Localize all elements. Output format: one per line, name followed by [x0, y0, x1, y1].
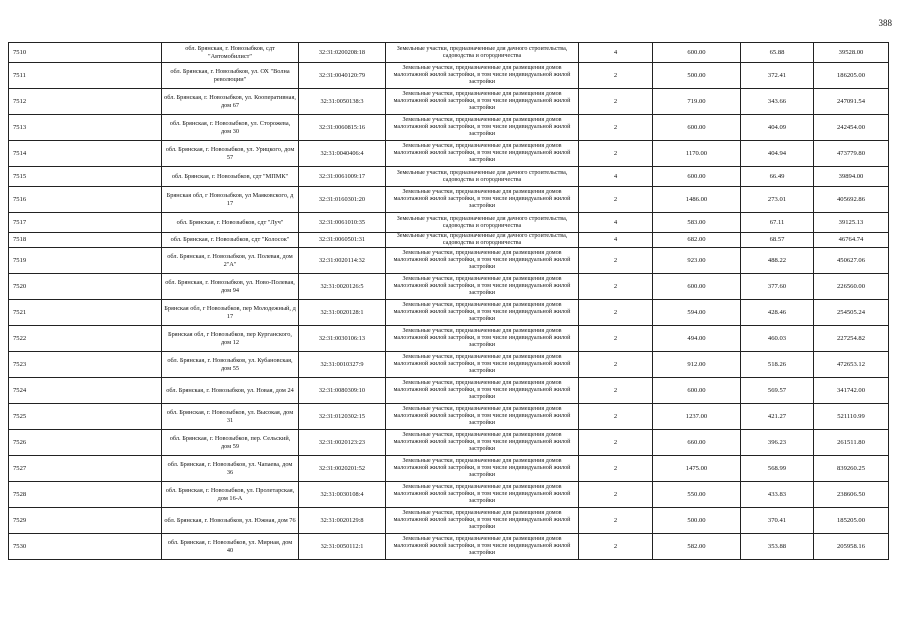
row-number-cell: 7513 [9, 115, 162, 141]
cadastral-value-cell: 450627.06 [814, 248, 889, 274]
row-number-cell: 7524 [9, 378, 162, 404]
row-number-cell: 7514 [9, 141, 162, 167]
cadastral-value-cell: 405692.86 [814, 187, 889, 213]
area-cell: 923.00 [653, 248, 741, 274]
land-use-cell: Земельные участки, предназначенные для размещения домов малоэтажной жилой застройки, в том числе индивидуальной жилой застройки [386, 141, 579, 167]
row-number-cell: 7518 [9, 233, 162, 248]
land-use-cell: Земельные участки, предназначенные для размещения домов малоэтажной жилой застройки, в том числе индивидуальной жилой застройки [386, 508, 579, 534]
address-cell: обл. Брянская, г. Новозыбков, пер. Сельский, дом 59 [162, 430, 299, 456]
cadastral-value-table [8, 42, 889, 560]
address-cell: Брянская обл, г Новозыбков, ул Маяковского, д 17 [162, 187, 299, 213]
specific-value-cell: 396.23 [741, 430, 814, 456]
address-cell: обл. Брянская, г. Новозыбков, ул. Чапаева, дом 36 [162, 456, 299, 482]
cadastral-value-cell: 227254.82 [814, 326, 889, 352]
table-row [9, 404, 889, 430]
land-use-cell: Земельные участки, предназначенные для размещения домов малоэтажной жилой застройки, в том числе индивидуальной жилой застройки [386, 248, 579, 274]
table-row [9, 456, 889, 482]
specific-value-cell: 568.99 [741, 456, 814, 482]
cadastral-value-cell: 247091.54 [814, 89, 889, 115]
specific-value-cell: 488.22 [741, 248, 814, 274]
use-group-cell: 2 [579, 534, 653, 560]
address-cell: обл. Брянская, г. Новозыбков, ул. Сторожева, дом 30 [162, 115, 299, 141]
address-cell: Брянская обл, г Новозыбков, пер Молодежный, д 17 [162, 300, 299, 326]
land-use-cell: Земельные участки, предназначенные для размещения домов малоэтажной жилой застройки, в том числе индивидуальной жилой застройки [386, 456, 579, 482]
use-group-cell: 2 [579, 115, 653, 141]
area-cell: 719.00 [653, 89, 741, 115]
area-cell: 600.00 [653, 274, 741, 300]
address-cell: обл. Брянская, г. Новозыбков, ул. Полевая, дом 2"А" [162, 248, 299, 274]
cadastral-value-cell: 226560.00 [814, 274, 889, 300]
use-group-cell: 4 [579, 213, 653, 233]
cadastral-number-cell: 32:31:0050138:3 [299, 89, 386, 115]
cadastral-value-cell: 473779.80 [814, 141, 889, 167]
area-cell: 1237.00 [653, 404, 741, 430]
row-number-cell: 7528 [9, 482, 162, 508]
area-cell: 600.00 [653, 43, 741, 63]
cadastral-number-cell: 32:31:0020129:8 [299, 508, 386, 534]
page-number: 388 [878, 18, 892, 28]
specific-value-cell: 421.27 [741, 404, 814, 430]
use-group-cell: 2 [579, 326, 653, 352]
address-cell: обл. Брянская, г. Новозыбков, ул. Кооперативная, дом 67 [162, 89, 299, 115]
address-cell: обл. Брянская, г. Новозыбков, ул. Ново-Полевая, дом 94 [162, 274, 299, 300]
specific-value-cell: 65.88 [741, 43, 814, 63]
row-number-cell: 7517 [9, 213, 162, 233]
use-group-cell: 2 [579, 63, 653, 89]
land-use-cell: Земельные участки, предназначенные для дачного строительства, садоводства и огородничества [386, 213, 579, 233]
cadastral-value-cell: 39894.00 [814, 167, 889, 187]
table-row [9, 482, 889, 508]
row-number-cell: 7527 [9, 456, 162, 482]
row-number-cell: 7510 [9, 43, 162, 63]
table-row [9, 300, 889, 326]
address-cell: обл. Брянская, г. Новозыбков, ул. ОХ "Волна революции" [162, 63, 299, 89]
address-cell: обл. Брянская, г. Новозыбков, ул. Пролетарская, дом 16-А [162, 482, 299, 508]
cadastral-number-cell: 32:31:0030106:13 [299, 326, 386, 352]
specific-value-cell: 460.03 [741, 326, 814, 352]
table-row [9, 213, 889, 233]
cadastral-number-cell: 32:31:0160301:20 [299, 187, 386, 213]
row-number-cell: 7523 [9, 352, 162, 378]
address-cell: обл. Брянская, г. Новозыбков, ул. Новая, дом 24 [162, 378, 299, 404]
cadastral-number-cell: 32:31:0040120:79 [299, 63, 386, 89]
use-group-cell: 2 [579, 300, 653, 326]
use-group-cell: 2 [579, 404, 653, 430]
land-use-cell: Земельные участки, предназначенные для размещения домов малоэтажной жилой застройки, в том числе индивидуальной жилой застройки [386, 63, 579, 89]
land-use-cell: Земельные участки, предназначенные для размещения домов малоэтажной жилой застройки, в том числе индивидуальной жилой застройки [386, 187, 579, 213]
cadastral-number-cell: 32:31:0030108:4 [299, 482, 386, 508]
address-cell: обл. Брянская, г. Новозыбков, ул. Южная, дом 76 [162, 508, 299, 534]
use-group-cell: 4 [579, 43, 653, 63]
cadastral-number-cell: 32:31:0050112:1 [299, 534, 386, 560]
land-use-cell: Земельные участки, предназначенные для размещения домов малоэтажной жилой застройки, в том числе индивидуальной жилой застройки [386, 482, 579, 508]
use-group-cell: 2 [579, 430, 653, 456]
cadastral-value-cell: 238606.50 [814, 482, 889, 508]
land-use-cell: Земельные участки, предназначенные для размещения домов малоэтажной жилой застройки, в том числе индивидуальной жилой застройки [386, 430, 579, 456]
cadastral-number-cell: 32:31:0040406:4 [299, 141, 386, 167]
use-group-cell: 2 [579, 508, 653, 534]
cadastral-value-cell: 46764.74 [814, 233, 889, 248]
cadastral-value-cell: 254505.24 [814, 300, 889, 326]
table-row [9, 430, 889, 456]
cadastral-value-cell: 205958.16 [814, 534, 889, 560]
area-cell: 500.00 [653, 63, 741, 89]
area-cell: 1475.00 [653, 456, 741, 482]
table-row [9, 43, 889, 63]
specific-value-cell: 372.41 [741, 63, 814, 89]
row-number-cell: 7521 [9, 300, 162, 326]
table-row [9, 63, 889, 89]
table-row [9, 141, 889, 167]
use-group-cell: 2 [579, 378, 653, 404]
row-number-cell: 7516 [9, 187, 162, 213]
row-number-cell: 7515 [9, 167, 162, 187]
cadastral-number-cell: 32:31:0061009:17 [299, 167, 386, 187]
address-cell: обл. Брянская, г. Новозыбков, сдт "Автомобилист" [162, 43, 299, 63]
area-cell: 494.00 [653, 326, 741, 352]
cadastral-number-cell: 32:31:0020201:52 [299, 456, 386, 482]
table-row [9, 352, 889, 378]
area-cell: 600.00 [653, 115, 741, 141]
row-number-cell: 7526 [9, 430, 162, 456]
land-use-cell: Земельные участки, предназначенные для размещения домов малоэтажной жилой застройки, в том числе индивидуальной жилой застройки [386, 115, 579, 141]
area-cell: 660.00 [653, 430, 741, 456]
specific-value-cell: 273.01 [741, 187, 814, 213]
specific-value-cell: 66.49 [741, 167, 814, 187]
land-use-cell: Земельные участки, предназначенные для дачного строительства, садоводства и огородничества [386, 167, 579, 187]
cadastral-value-cell: 261511.80 [814, 430, 889, 456]
row-number-cell: 7529 [9, 508, 162, 534]
table-row [9, 248, 889, 274]
table-row [9, 274, 889, 300]
address-cell: обл. Брянская, г. Новозыбков, сдт "МПМК" [162, 167, 299, 187]
specific-value-cell: 569.57 [741, 378, 814, 404]
row-number-cell: 7511 [9, 63, 162, 89]
table-row [9, 534, 889, 560]
use-group-cell: 2 [579, 352, 653, 378]
land-use-cell: Земельные участки, предназначенные для размещения домов малоэтажной жилой застройки, в том числе индивидуальной жилой застройки [386, 404, 579, 430]
use-group-cell: 2 [579, 482, 653, 508]
row-number-cell: 7512 [9, 89, 162, 115]
table-row [9, 167, 889, 187]
address-cell: обл. Брянская, г. Новозыбков, сдт "Колосок" [162, 233, 299, 248]
land-use-cell: Земельные участки, предназначенные для размещения домов малоэтажной жилой застройки, в том числе индивидуальной жилой застройки [386, 89, 579, 115]
use-group-cell: 2 [579, 456, 653, 482]
address-cell: обл. Брянская, г. Новозыбков, ул. Высокая, дом 31 [162, 404, 299, 430]
area-cell: 682.00 [653, 233, 741, 248]
use-group-cell: 4 [579, 167, 653, 187]
cadastral-value-cell: 242454.00 [814, 115, 889, 141]
table-row [9, 508, 889, 534]
specific-value-cell: 518.26 [741, 352, 814, 378]
use-group-cell: 4 [579, 233, 653, 248]
cadastral-number-cell: 32:31:0020128:1 [299, 300, 386, 326]
area-cell: 582.00 [653, 534, 741, 560]
cadastral-value-cell: 186205.00 [814, 63, 889, 89]
land-use-cell: Земельные участки, предназначенные для размещения домов малоэтажной жилой застройки, в том числе индивидуальной жилой застройки [386, 300, 579, 326]
cadastral-number-cell: 32:31:0120302:15 [299, 404, 386, 430]
area-cell: 594.00 [653, 300, 741, 326]
cadastral-value-cell: 341742.00 [814, 378, 889, 404]
land-use-cell: Земельные участки, предназначенные для дачного строительства, садоводства и огородничества [386, 233, 579, 248]
address-cell: обл. Брянская, г. Новозыбков, ул. Мирная, дом 40 [162, 534, 299, 560]
land-use-cell: Земельные участки, предназначенные для размещения домов малоэтажной жилой застройки, в том числе индивидуальной жилой застройки [386, 274, 579, 300]
use-group-cell: 2 [579, 248, 653, 274]
specific-value-cell: 343.66 [741, 89, 814, 115]
cadastral-number-cell: 32:31:0060815:16 [299, 115, 386, 141]
table-row [9, 115, 889, 141]
specific-value-cell: 67.11 [741, 213, 814, 233]
area-cell: 600.00 [653, 167, 741, 187]
specific-value-cell: 404.94 [741, 141, 814, 167]
specific-value-cell: 370.41 [741, 508, 814, 534]
land-use-cell: Земельные участки, предназначенные для дачного строительства, садоводства и огородничества [386, 43, 579, 63]
row-number-cell: 7520 [9, 274, 162, 300]
cadastral-value-cell: 39125.13 [814, 213, 889, 233]
row-number-cell: 7522 [9, 326, 162, 352]
use-group-cell: 2 [579, 141, 653, 167]
area-cell: 1486.00 [653, 187, 741, 213]
specific-value-cell: 428.46 [741, 300, 814, 326]
land-use-cell: Земельные участки, предназначенные для размещения домов малоэтажной жилой застройки, в том числе индивидуальной жилой застройки [386, 378, 579, 404]
area-cell: 583.00 [653, 213, 741, 233]
table-body [9, 43, 889, 560]
cadastral-number-cell: 32:31:0010327:9 [299, 352, 386, 378]
area-cell: 550.00 [653, 482, 741, 508]
cadastral-number-cell: 32:31:0020114:32 [299, 248, 386, 274]
table-row [9, 187, 889, 213]
address-cell: Брянская обл, г Новозыбков, пер Курганского, дом 12 [162, 326, 299, 352]
cadastral-number-cell: 32:31:0061010:35 [299, 213, 386, 233]
table-row [9, 326, 889, 352]
land-use-cell: Земельные участки, предназначенные для размещения домов малоэтажной жилой застройки, в том числе индивидуальной жилой застройки [386, 534, 579, 560]
cadastral-number-cell: 32:31:0060501:31 [299, 233, 386, 248]
row-number-cell: 7525 [9, 404, 162, 430]
cadastral-number-cell: 32:31:0200208:18 [299, 43, 386, 63]
area-cell: 912.00 [653, 352, 741, 378]
address-cell: обл. Брянская, г. Новозыбков, ул. Урицкого, дом 57 [162, 141, 299, 167]
use-group-cell: 2 [579, 89, 653, 115]
cadastral-value-cell: 472653.12 [814, 352, 889, 378]
table-row [9, 233, 889, 248]
specific-value-cell: 377.60 [741, 274, 814, 300]
address-cell: обл. Брянская, г. Новозыбков, ул. Кубановская, дом 55 [162, 352, 299, 378]
use-group-cell: 2 [579, 274, 653, 300]
area-cell: 600.00 [653, 378, 741, 404]
specific-value-cell: 433.83 [741, 482, 814, 508]
cadastral-value-cell: 39528.00 [814, 43, 889, 63]
area-cell: 500.00 [653, 508, 741, 534]
row-number-cell: 7530 [9, 534, 162, 560]
address-cell: обл. Брянская, г. Новозыбков, сдт "Луч" [162, 213, 299, 233]
use-group-cell: 2 [579, 187, 653, 213]
land-use-cell: Земельные участки, предназначенные для размещения домов малоэтажной жилой застройки, в том числе индивидуальной жилой застройки [386, 352, 579, 378]
row-number-cell: 7519 [9, 248, 162, 274]
table-row [9, 89, 889, 115]
specific-value-cell: 404.09 [741, 115, 814, 141]
specific-value-cell: 68.57 [741, 233, 814, 248]
cadastral-number-cell: 32:31:0020123:23 [299, 430, 386, 456]
table-row [9, 378, 889, 404]
area-cell: 1170.00 [653, 141, 741, 167]
cadastral-value-cell: 521110.99 [814, 404, 889, 430]
cadastral-number-cell: 32:31:0020126:5 [299, 274, 386, 300]
cadastral-value-cell: 839260.25 [814, 456, 889, 482]
land-use-cell: Земельные участки, предназначенные для размещения домов малоэтажной жилой застройки, в том числе индивидуальной жилой застройки [386, 326, 579, 352]
specific-value-cell: 353.88 [741, 534, 814, 560]
cadastral-number-cell: 32:31:0080309:10 [299, 378, 386, 404]
cadastral-value-cell: 185205.00 [814, 508, 889, 534]
